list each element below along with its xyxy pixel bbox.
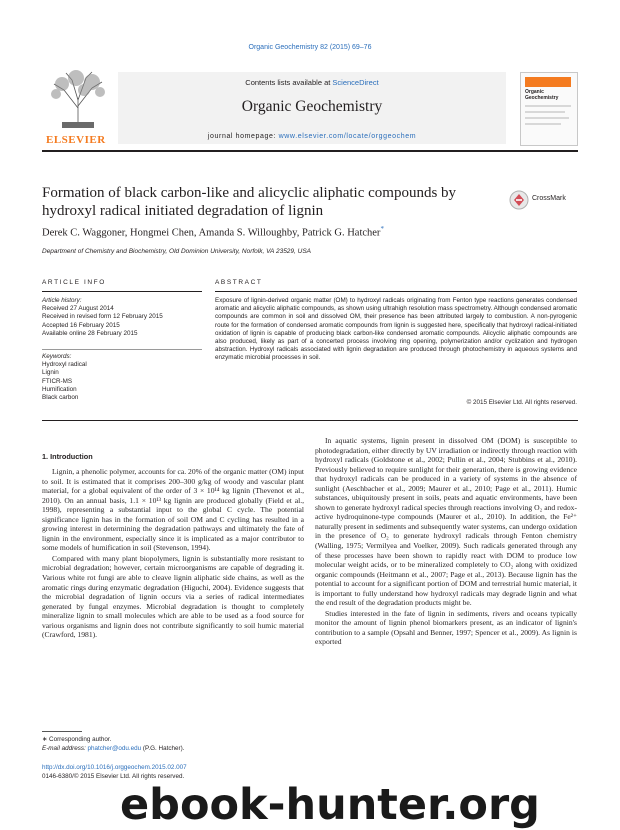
keyword-item: Hydroxyl radical [42,361,87,369]
keywords-rule [42,349,202,350]
crossmark-label: CrossMark [532,195,566,202]
body-column-left [42,467,304,640]
corresponding-author-note: ∗ Corresponding author. [42,736,112,743]
journal-homepage [118,133,506,140]
watermark: ebook-hunter.org [120,780,540,830]
history-item: Accepted 16 February 2015 [42,321,120,329]
paragraph: Studies interested in the fate of lignin in sediments, rivers and oceans typically monitor the amount of lignin phenol biomarkers present, as an indicator of lignin's contribution to a sample (Opsahl and Benner, 1997; Spencer et al., 2009). As lignin is exported [315,608,577,647]
keyword-item: Black carbon [42,394,79,402]
keyword-item: Humification [42,385,77,393]
section-heading-introduction: 1. Introduction [42,452,93,461]
email-link[interactable]: phatcher@odu.edu [87,745,142,752]
abstract-copyright: © 2015 Elsevier Ltd. All rights reserved. [466,399,577,406]
journal-citation[interactable]: Organic Geochemistry 82 (2015) 69–76 [248,44,372,51]
crossmark-badge[interactable] [509,190,579,210]
article-history [42,297,202,338]
keyword-item: Lignin [42,369,59,377]
email-suffix: (P.G. Hatcher). [141,745,185,752]
footnote-rule [42,731,82,732]
doi-link[interactable]: http://dx.doi.org/10.1016/j.orggeochem.2015.02.007 [42,764,187,771]
author-list [42,225,512,239]
doi-block [42,763,302,781]
history-item: Received in revised form 12 February 2015 [42,313,163,321]
publisher-name: ELSEVIER [46,134,106,146]
cover-title: Organic Geochemistry [525,89,559,101]
contents-line [118,78,506,87]
body-column-right [315,436,577,647]
history-label: Article history: [42,297,82,304]
email-line [42,744,302,753]
contents-prefix: Contents lists available at [245,78,333,87]
issn-line: 0146-6380/© 2015 Elsevier Ltd. All rights reserved. [42,773,185,780]
paragraph: In aquatic systems, lignin present in dissolved OM (DOM) is susceptible to photodegradation, either directly by UV irradiation or indirectly through reaction with hydroxyl radicals (Goldstone et al., 2002; Pullin et al., 2004; Stubbins et al., 2010). Previously believed to require sunlight for their generation, there is growing evidence that hydroxyl radicals can be produced in a variety of systems in the absence of sunlight (Aeschbacher et al., 2009; Maurer et al., 2010; Page et al., 2011). Humic substances, ubiquitously present in soils, peats and aquatic environments, have been shown to generate hydroxyl radical species through reactions involving O₂ and redox-active hydroquinone-type compounds (Maurer et al., 2010). In addition, the Fe²⁺ naturally present in sediments and subsequently water systems, can undergo oxidation in the presence of O₂ to generate hydroxyl radicals through Fenton chemistry (Walling, 1975; Vermilyea and Voelker, 2009). Such radicals generated through any of these processes have been shown to rapidly react with DOM to produce low molecular weight acids, or to be mineralized completely to CO₂ along with oxidized organic compounds (Heitmann et al., 2007; Page et al., 2013). Because lignin has the potential to account for a significant portion of DOM and terrestrial humic material, it is important to fully understand how hydroxyl radicals may degrade lignin and what the end result of the degradation products might be. [315,436,577,608]
journal-title: Organic Geochemistry [241,98,383,115]
info-rule [42,291,202,292]
abstract-heading: ABSTRACT [215,279,263,286]
footnote [42,735,302,753]
crossmark-icon [509,190,529,210]
history-item: Available online 28 February 2015 [42,329,138,337]
article-title: Formation of black carbon-like and alicyclic aliphatic compounds by hydroxyl radical initiated degradation of lignin [42,185,457,219]
history-item: Received 27 August 2014 [42,305,114,313]
article-info-heading: ARTICLE INFO [42,279,106,286]
email-label: E-mail address: [42,745,88,752]
paragraph: Compared with many plant biopolymers, lignin is substantially more resistant to microbial degradation; however, certain microorganisms are capable of degrading it. Various white rot fungi are able to cleave lignin aliphatic side chains, as well as the aromatic rings during enzymatic degradation (Higuchi, 2004). Evidence suggests that the microbial degradation of lignin occurs via a series of radical intermediates generated by fungal enzymes. Microbial degradation is thought to completely mineralize lignin to small molecules which are able to be used as a food source for various organisms and lignin does not contribute significantly to soil humic material (Crawford, 1981). [42,553,304,640]
abstract-rule [215,291,577,292]
journal-cover-thumbnail [520,72,578,146]
abstract-text: Exposure of lignin-derived organic matter (OM) to hydroxyl radicals originating from Fenton type reactions generates condensed aromatic and alicyclic aliphatic compounds, as shown using ultrahigh resolution mass spectrometry. Although condensed aromatic compounds are common in soil and dissolved OM, their presence has been attributed largely to combustion. A non-pyrogenic route for the formation of condensed aromatic compounds from lignin is suggested here, specifically that hydroxyl radical-initiated oxidation of lignin is capable of producing black carbon-like condensed aromatic compounds. Alicyclic aliphatic compounds are also produced, likely as part of a concerted process involving ring opening, polymerization and/or cyclization and hydrogen abstraction. Hydroxyl radicals associated with lignin degradation are produced through photochemistry in aqueous systems and enzymatic microbial processes in soil. [215,297,577,362]
sciencedirect-link[interactable]: ScienceDirect [332,78,379,87]
authors-text: Derek C. Waggoner, Hongmei Chen, Amanda S. Willoughby, Patrick G. Hatcher [42,227,381,239]
keywords [42,353,202,402]
abstract-bottom-rule [42,420,578,421]
corresponding-author-mark[interactable]: * [380,225,384,233]
affiliation: Department of Chemistry and Biochemistry, Old Dominion University, Norfolk, VA 23529, USA [42,248,312,255]
homepage-prefix: journal homepage: [207,133,279,140]
paragraph: Lignin, a phenolic polymer, accounts for ca. 20% of the organic matter (OM) input to soil. It is estimated that it comprises 200–300 g/kg of woody and vascular plant material, for a global equivalent of the order of 3 × 10¹⁴ kg lignin (Thevenot et al., 2010). On an annual basis, 1.1 × 10¹³ kg lignin are produced globally (Field et al., 1998), representing a substantial input to the global C cycle. The potential significance lignin has in the formation of soil OM and C cycling has resulted in a growing interest in determining the degradation pathways and ultimately the fate of lignin in the environment, especially since it is implicated as a major contributor to some models of humification in soil (Stevenson, 1994). [42,467,304,553]
homepage-link[interactable]: www.elsevier.com/locate/orggeochem [278,133,417,140]
keyword-item: FTICR-MS [42,377,73,385]
keywords-label: Keywords: [42,353,72,360]
header-rule [42,150,578,152]
